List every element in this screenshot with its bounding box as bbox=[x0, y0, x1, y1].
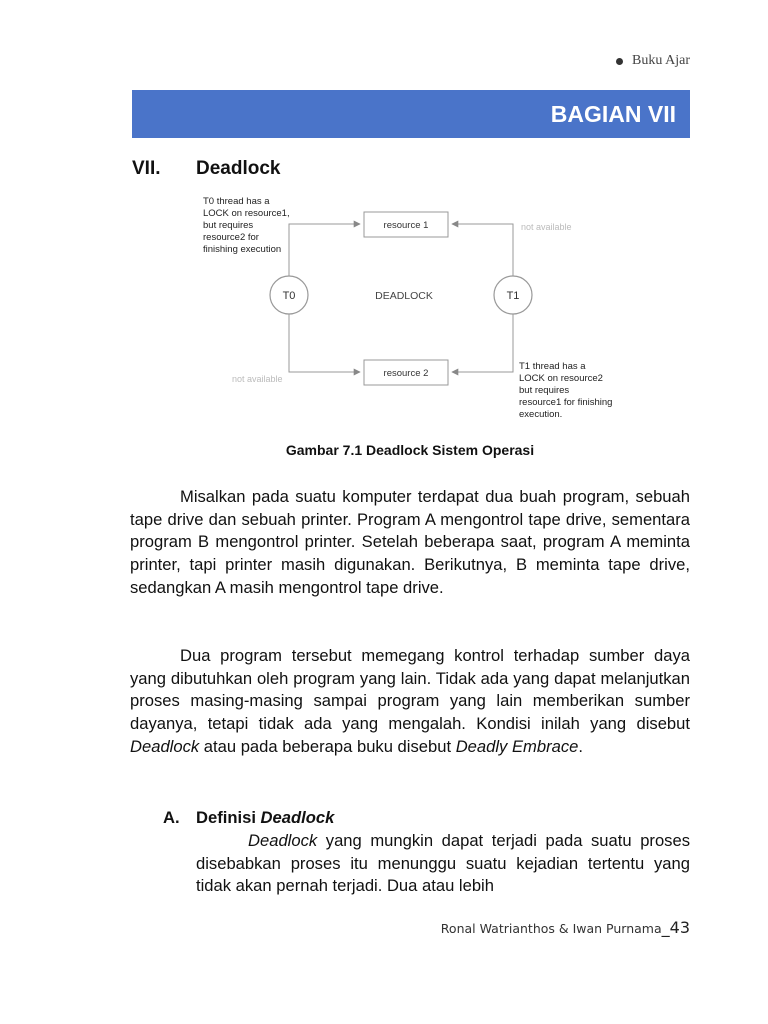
section-body bbox=[196, 830, 690, 898]
t0-to-resource2-arrow bbox=[289, 314, 360, 372]
t0-note bbox=[203, 196, 292, 255]
t0-note-line: but requires bbox=[203, 220, 254, 231]
t0-label: T0 bbox=[282, 290, 296, 302]
chapter-number: VII. bbox=[132, 158, 161, 179]
page-footer bbox=[441, 918, 690, 937]
t0-note-line: resource2 for bbox=[203, 232, 259, 243]
t1-to-resource1-arrow bbox=[452, 224, 513, 276]
bullet-icon bbox=[616, 58, 623, 65]
section-heading bbox=[163, 808, 334, 828]
t1-to-resource2-arrow bbox=[452, 314, 513, 372]
t1-note bbox=[519, 361, 615, 420]
chapter-title: Deadlock bbox=[196, 158, 281, 179]
book-label bbox=[616, 53, 690, 69]
figure-caption: Gambar 7.1 Deadlock Sistem Operasi bbox=[285, 442, 535, 458]
deadly-embrace-term: Deadly Embrace bbox=[455, 736, 579, 756]
t0-to-resource1-arrow bbox=[289, 224, 360, 276]
book-label-text: Buku Ajar bbox=[632, 53, 690, 68]
t1-note-line: resource1 for finishing bbox=[519, 397, 613, 408]
t1-note-line: LOCK on resource2 bbox=[519, 373, 603, 384]
resource2-label: resource 2 bbox=[383, 368, 429, 379]
section-title-em: Deadlock bbox=[260, 808, 335, 827]
t0-note-line: finishing execution bbox=[203, 244, 282, 255]
paragraph-2 bbox=[130, 645, 690, 759]
not-available-top: not available bbox=[521, 222, 572, 232]
t1-note-line: T1 thread has a bbox=[519, 361, 586, 372]
section-title: Definisi bbox=[196, 808, 261, 827]
deadlock-center-label: DEADLOCK bbox=[375, 290, 433, 302]
resource1-label: resource 1 bbox=[383, 220, 429, 231]
not-available-bottom: not available bbox=[232, 374, 283, 384]
section-letter: A. bbox=[163, 808, 180, 827]
paragraph-1-text: Misalkan pada suatu komputer terdapat dua buah program, sebuah tape drive dan sebuah printer. Program A mengontrol tape drive, sementara program B mengontrol printer. Setelah beberapa saat, program A meminta printer, tapi printer masih digunakan. Berikutnya, B meminta tape drive, sedangkan A masih mengontrol tape drive. bbox=[130, 487, 690, 597]
t1-label: T1 bbox=[506, 290, 520, 302]
paragraph-2-text: atau pada beberapa buku disebut bbox=[199, 736, 456, 756]
deadlock-term: Deadlock bbox=[130, 736, 200, 756]
page-number: _43 bbox=[661, 918, 690, 937]
footer-authors: Ronal Watrianthos & Iwan Purnama bbox=[440, 921, 662, 936]
t0-note-line: LOCK on resource1, bbox=[203, 208, 290, 219]
section-body-em: Deadlock bbox=[248, 831, 318, 850]
paragraph-2-text: Dua program tersebut memegang kontrol terhadap sumber daya yang dibutuhkan oleh program yang lain. Tidak ada yang dapat melanjutkan proses masing-masing sampai program yang lain memberikan sumber dayanya, tetapi tidak ada yang mengalah. Kondisi inilah yang disebut bbox=[130, 646, 690, 734]
section-body-text: yang mungkin dapat terjadi pada suatu proses disebabkan proses itu menunggu suatu kejadian tertentu yang tidak akan pernah terjadi. Dua atau lebih bbox=[196, 831, 690, 896]
paragraph-1 bbox=[130, 486, 690, 600]
paragraph-2-text: . bbox=[578, 736, 583, 756]
banner-title: BAGIAN VII bbox=[550, 100, 676, 127]
deadlock-diagram bbox=[196, 192, 636, 422]
t0-note-line: T0 thread has a bbox=[203, 196, 270, 207]
t1-note-line: but requires bbox=[519, 385, 570, 396]
t1-note-line: execution. bbox=[519, 409, 563, 420]
chapter-banner bbox=[132, 90, 690, 138]
